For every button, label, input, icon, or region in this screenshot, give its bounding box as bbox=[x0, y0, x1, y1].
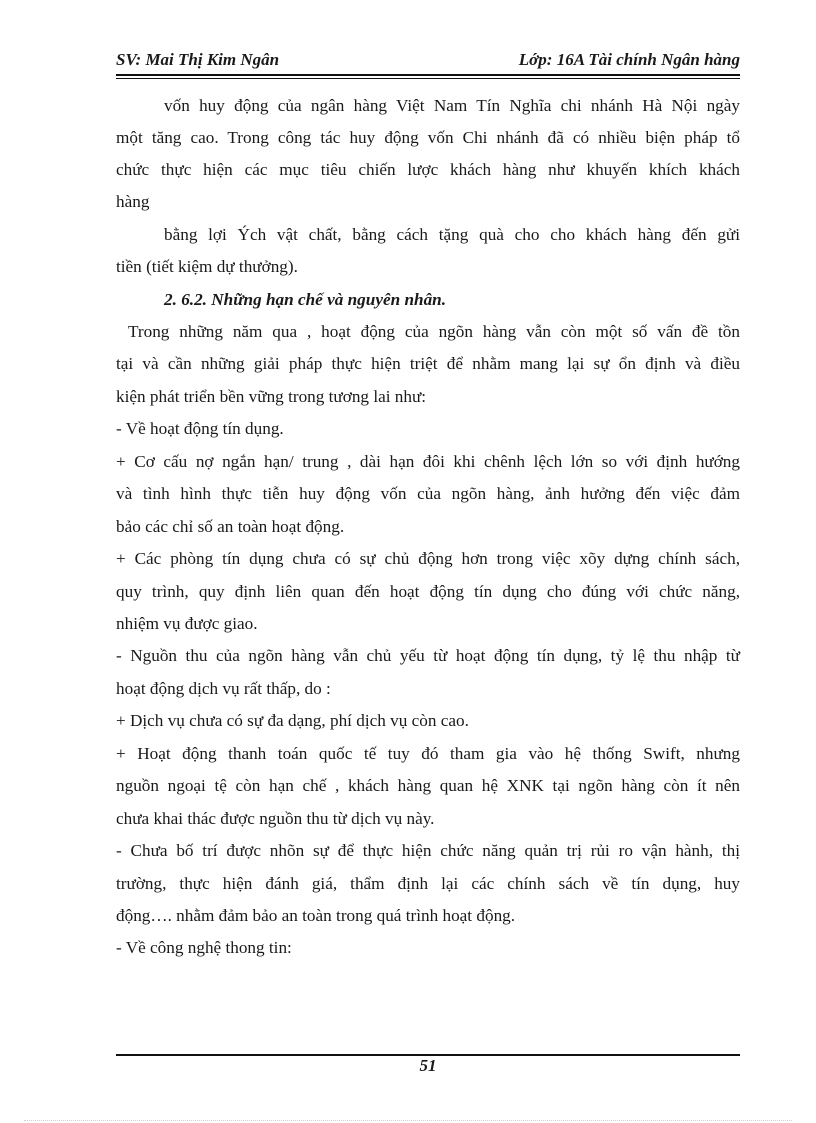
page-number: 51 bbox=[419, 1056, 437, 1075]
list-item: - Nguồn thu của ngõn hàng vẫn chủ yếu từ hoạt động tín dụng, tỷ lệ thu nhập từ bbox=[116, 646, 740, 665]
paragraph-line: chức thực hiện các mục tiêu chiến lược khách hàng như khuyến khích khách bbox=[116, 160, 740, 179]
list-item: - Về hoạt động tín dụng. bbox=[116, 419, 284, 438]
header-rule-thin bbox=[116, 78, 740, 79]
list-item: + Hoạt động thanh toán quốc tế tuy đó tham gia vào hệ thống Swift, nhưng bbox=[116, 744, 740, 763]
list-item: + Cơ cấu nợ ngắn hạn/ trung , dài hạn đôi khi chênh lệch lớn so với định hướng bbox=[116, 452, 740, 471]
paragraph-line: và tình hình thực tiễn huy động vốn của ngõn hàng, ảnh hưởng đến việc đảm bbox=[116, 484, 740, 503]
paragraph-line: hoạt động dịch vụ rất thấp, do : bbox=[116, 679, 331, 698]
list-item: - Về công nghệ thong tin: bbox=[116, 938, 292, 957]
paragraph-line: kiện phát triển bền vững trong tương lai như: bbox=[116, 387, 427, 406]
paragraph-line: hàng bbox=[116, 192, 150, 211]
class-name: Lớp: 16A Tài chính Ngân hàng bbox=[518, 50, 740, 69]
section-heading: 2. 6.2. Những hạn chế và nguyên nhân. bbox=[164, 290, 447, 309]
paragraph-line: vốn huy động của ngân hàng Việt Nam Tín Nghĩa chi nhánh Hà Nội ngày bbox=[164, 96, 740, 115]
list-item: - Chưa bố trí được nhõn sự để thực hiện chức năng quản trị rủi ro vận hành, thị bbox=[116, 841, 740, 860]
page-edge-divider bbox=[24, 1120, 792, 1121]
list-item: + Các phòng tín dụng chưa có sự chủ động hơn trong việc xõy dựng chính sách, bbox=[116, 549, 740, 568]
page-header bbox=[116, 48, 740, 74]
list-item: + Dịch vụ chưa có sự đa dạng, phí dịch vụ còn cao. bbox=[116, 711, 469, 730]
paragraph-line: nhiệm vụ được giao. bbox=[116, 614, 258, 633]
paragraph-line: một tăng cao. Trong công tác huy động vốn Chi nhánh đã có nhiều biện pháp tổ bbox=[116, 128, 740, 147]
paragraph-line: tại và cần những giải pháp thực hiện triệt để nhằm mang lại sự ổn định và điều bbox=[116, 354, 740, 373]
paragraph-line: bằng lợi Ých vật chất, bằng cách tặng quà cho cho khách hàng đến gửi bbox=[164, 225, 740, 244]
paragraph-line: nguồn ngoại tệ còn hạn chế , khách hàng quan hệ XNK tại ngõn hàng còn ít nên bbox=[116, 776, 740, 795]
paragraph-line: trường, thực hiện đánh giá, thẩm định lại các chính sách về tín dụng, huy bbox=[116, 874, 740, 893]
paragraph-line: quy trình, quy định liên quan đến hoạt động tín dụng cho đúng với chức năng, bbox=[116, 582, 740, 601]
paragraph-line: chưa khai thác được nguồn thu từ dịch vụ này. bbox=[116, 809, 435, 828]
header-rule-thick bbox=[116, 74, 740, 76]
paragraph-line: Trong những năm qua , hoạt động của ngõn hàng vẫn còn một số vấn đề tồn bbox=[128, 322, 740, 341]
paragraph-line: động…. nhằm đảm bảo an toàn trong quá trình hoạt động. bbox=[116, 906, 516, 925]
paragraph-line: bảo các chỉ số an toàn hoạt động. bbox=[116, 517, 345, 536]
paragraph-line: tiền (tiết kiệm dự thưởng). bbox=[116, 257, 298, 276]
student-name: SV: Mai Thị Kim Ngân bbox=[116, 50, 280, 69]
